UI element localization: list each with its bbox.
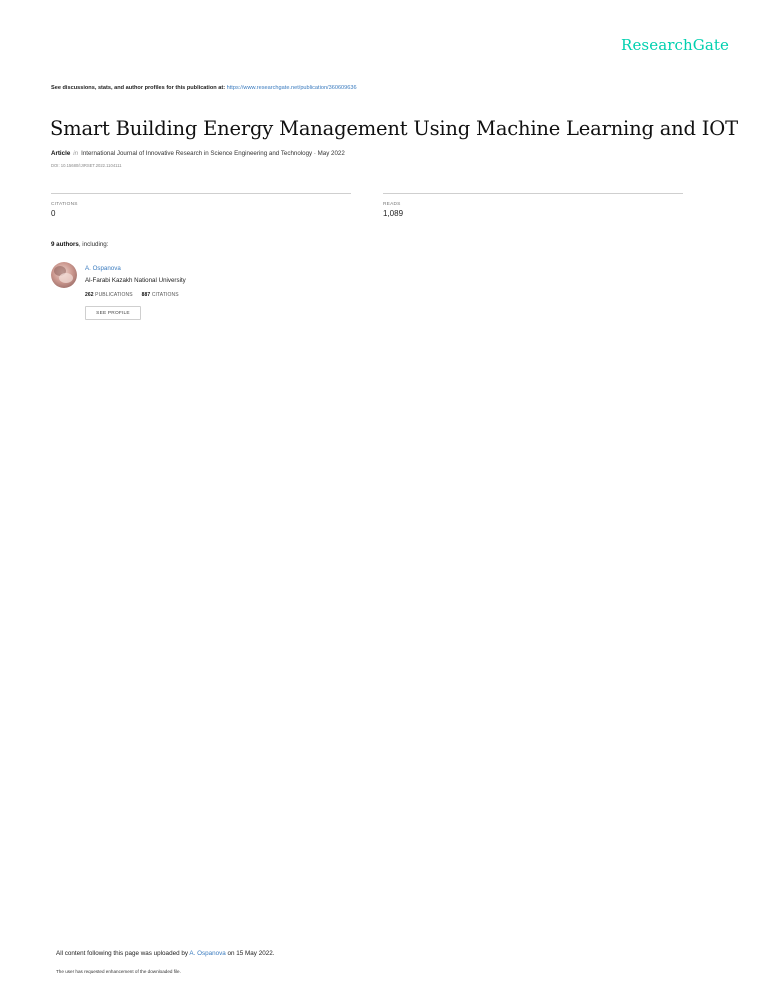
publication-type: Article [51, 150, 71, 157]
reads-label: READS [383, 202, 401, 207]
uploader-link[interactable]: A. Ospanova [189, 950, 226, 957]
author-photo-icon [51, 262, 77, 288]
publication-url-link[interactable]: https://www.researchgate.net/publication/360609636 [226, 85, 357, 91]
author-publications-label: PUBLICATIONS [95, 292, 133, 298]
journal-name: International Journal of Innovative Research in Science Engineering and Technology · May 2022 [81, 150, 345, 157]
discussion-line [51, 85, 357, 91]
author-citations-count: 887 [141, 292, 151, 298]
authors-suffix: , including: [78, 241, 109, 248]
citations-stat [51, 193, 351, 218]
in-label: in [73, 150, 79, 157]
author-name-link[interactable]: A. Ospanova [85, 265, 121, 272]
see-profile-button[interactable]: SEE PROFILE [85, 306, 141, 320]
discussion-prefix: See discussions, stats, and author profiles for this publication at: [51, 85, 226, 91]
researchgate-logo[interactable]: ResearchGate [621, 36, 729, 54]
reads-value: 1,089 [383, 209, 404, 218]
author-citations-label: CITATIONS [151, 292, 179, 298]
author-institution: Al-Farabi Kazakh National University [85, 277, 186, 284]
author-avatar[interactable] [51, 262, 77, 288]
publication-title: Smart Building Energy Management Using Machine Learning and IOT [50, 117, 738, 141]
citations-label: CITATIONS [51, 202, 78, 207]
publication-meta [51, 150, 345, 157]
authors-count-line [51, 241, 108, 248]
author-publications-count: 262 [85, 292, 94, 298]
reads-stat [383, 193, 683, 218]
uploaded-suffix: on 15 May 2022. [227, 950, 275, 957]
uploaded-line [56, 950, 274, 957]
uploaded-prefix: All content following this page was uploaded by [56, 950, 188, 957]
requested-enhancement-note: The user has requested enhancement of the downloaded file. [56, 969, 181, 974]
authors-count: 9 authors [51, 241, 79, 248]
doi: DOI: 10.15680/IJIRSET.2022.1104111 [51, 163, 122, 168]
citations-value: 0 [51, 209, 56, 218]
author-stats [85, 292, 179, 298]
